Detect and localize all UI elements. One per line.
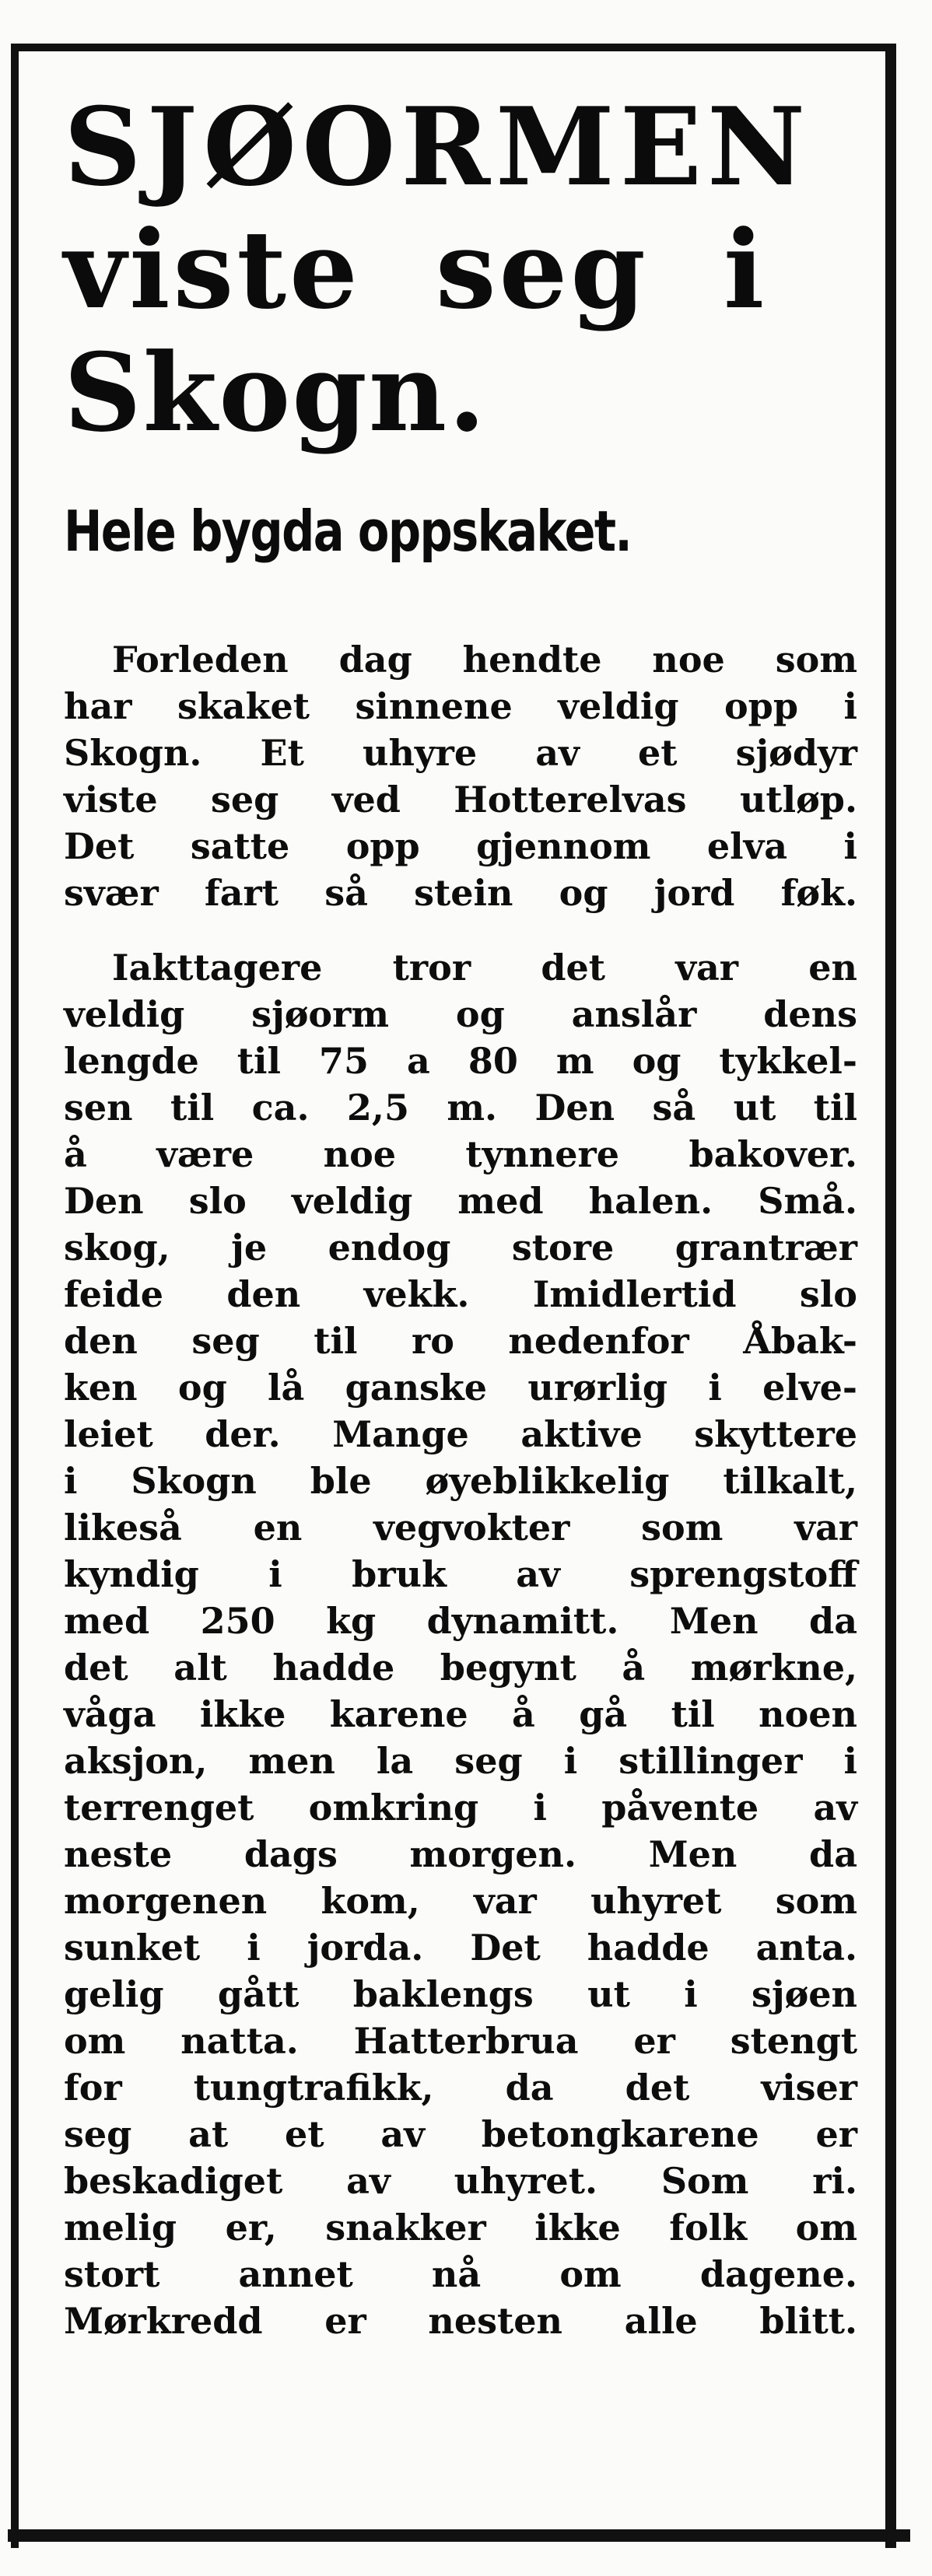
text-line: å være noe tynnere bakover. [64,1133,857,1175]
text-line: morgenen kom, var uhyret som [64,1880,857,1922]
text-line: Den slo veldig med halen. Små. [64,1180,857,1222]
text-line: våga ikke karene å gå til noen [64,1693,857,1735]
text-line: skog, je endog store grantrær [64,1227,857,1269]
text-line: med 250 kg dynamitt. Men da [64,1600,857,1642]
paragraph-2 [64,944,857,2344]
bottom-rule [8,2529,910,2542]
text-line: likeså en vegvokter som var [64,1507,857,1549]
text-line: for tungtrafikk, da det viser [64,2067,857,2109]
text-line: lengde til 75 a 80 m og tykkel- [64,1040,857,1082]
headline-line-1: SJØORMEN [64,83,811,210]
text-line: Forleden dag hendte noe som [112,639,857,681]
text-line: den seg til ro nedenfor Åbak- [64,1320,857,1362]
text-line: det alt hadde begynt å mørkne, [64,1647,857,1689]
text-line: har skaket sinnene veldig opp i [64,685,857,727]
text-line: leiet der. Mange aktive skyttere [64,1413,857,1455]
text-line: veldig sjøorm og anslår dens [64,993,857,1035]
text-line: Skogn. Et uhyre av et sjødyr [64,732,857,774]
text-line: kyndig i bruk av sprengstoff [64,1553,857,1595]
text-line: sunket i jorda. Det hadde anta. [64,1927,857,1969]
text-line: terrenget omkring i påvente av [64,1787,857,1829]
text-line: melig er, snakker ikke folk om [64,2207,857,2249]
text-line: i Skogn ble øyeblikkelig tilkalt, [64,1460,857,1502]
paragraph-1 [64,636,857,916]
article [64,83,857,2344]
text-line: Mørkredd er nesten alle blitt. [64,2300,857,2342]
text-line: viste seg ved Hotterelvas utløp. [64,779,857,821]
text-line: svær fart så stein og jord føk. [64,872,857,914]
text-line: om natta. Hatterbrua er stengt [64,2020,857,2062]
text-line: neste dags morgen. Men da [64,1833,857,1875]
headline [64,83,857,456]
text-line: feide den vekk. Imidlertid slo [64,1273,857,1315]
text-line: seg at et av betongkarene er [64,2113,857,2155]
text-line: gelig gått baklengs ut i sjøen [64,1973,857,2015]
text-line: beskadiget av uhyret. Som ri. [64,2160,857,2202]
text-line: ken og lå ganske urørlig i elve- [64,1367,857,1409]
text-line: Iakttagere tror det var en [112,947,857,989]
text-line: Det satte opp gjennom elva i [64,825,857,867]
headline-line-3: Skogn. [64,329,488,456]
text-line: stort annet nå om dagene. [64,2253,857,2295]
text-line: sen til ca. 2,5 m. Den så ut til [64,1087,857,1129]
text-line: aksjon, men la seg i stillinger i [64,1740,857,1782]
subheadline: Hele bygda oppskaket. [64,499,632,564]
headline-line-2: viste seg i [64,206,768,333]
